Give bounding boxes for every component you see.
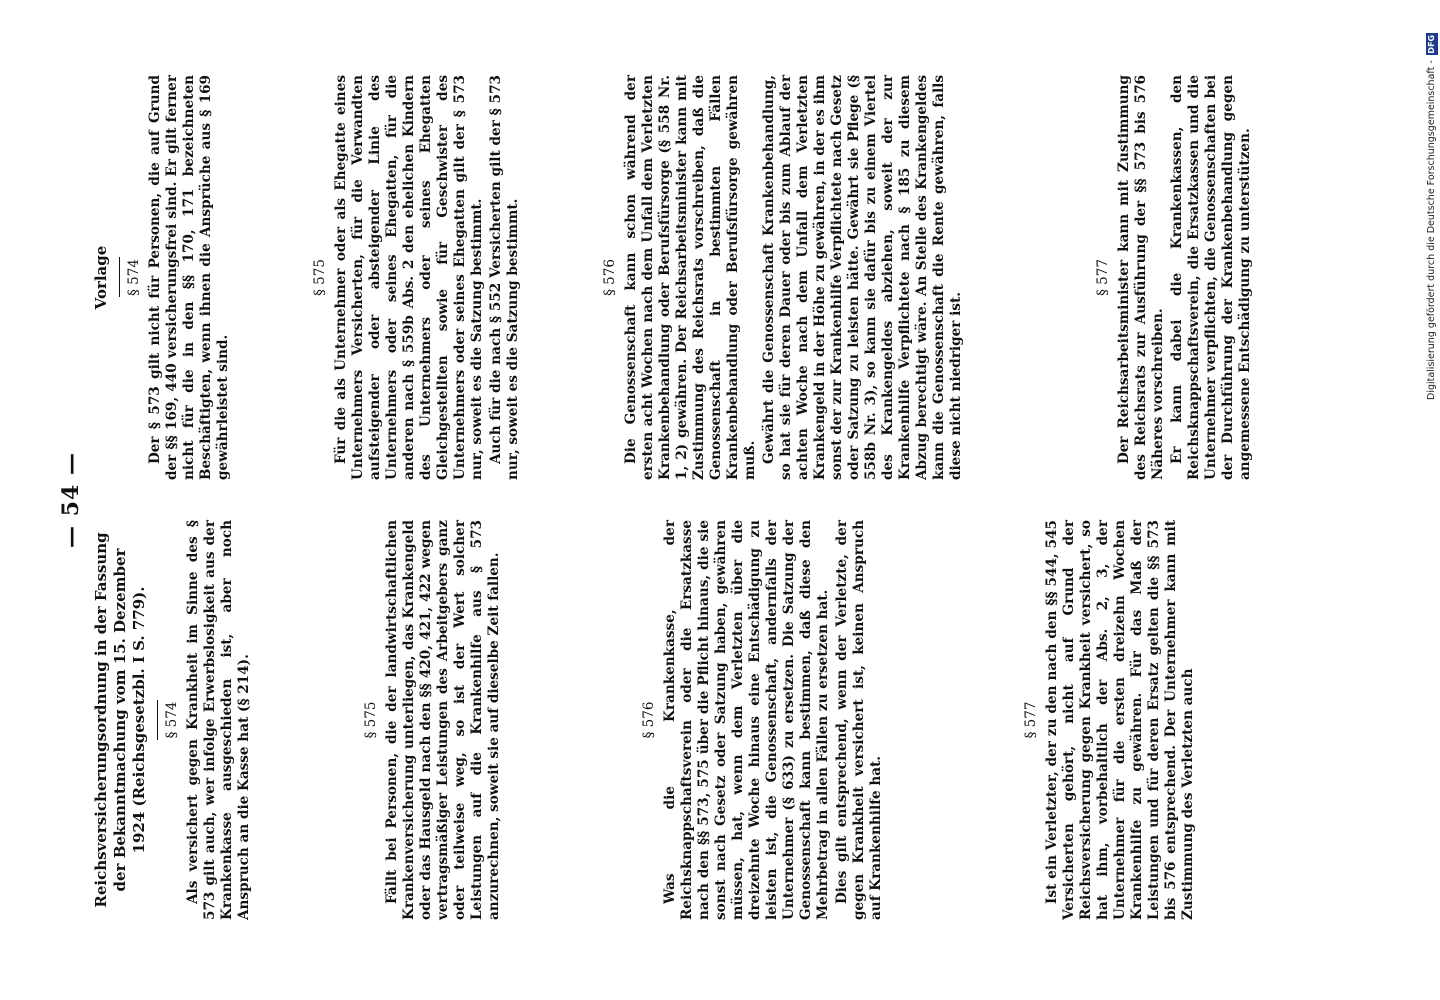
page-number: — 54 — bbox=[58, 452, 84, 548]
section-paragraph: Als versichert gegen Krankheit im Sinne des § 573 gilt auch, wer infolge Erwerbslosigkeit aus der Krankenkasse ausgeschieden ist, aber noch Anspruch an die Kasse hat (§ 214). bbox=[185, 520, 252, 920]
right-column-title: Vorlage bbox=[92, 245, 110, 310]
section-paragraph: Der § 573 gilt nicht für Personen, die auf Grund der §§ 169, 440 versicherungsfrei sind. Er gilt ferner nicht für die in den §§ 170, 171 bezeichneten Beschäftigten, wenn ihnen die Ansprüche aus § 169 gewährleistet sind. bbox=[147, 75, 231, 480]
section-paragraph: Auch für die nach § 552 Versicherten gilt der § 573 nur, soweit es die Satzung bestimmt. bbox=[488, 75, 521, 480]
section-paragraph: Gewährt die Genossenschaft Krankenbehandlung, so hat sie für deren Dauer oder bis zum Ablauf der achten Woche nach dem Unfall dem Verletzten Krankengeld in der Höhe zu gewähren, in der es ihm sonst der zur Krankenhilfe Verpflichtete nach Gesetz oder Satzung zu leisten hätte. Gewährt sie Pflege (§ 558b Nr. 3), so kann sie dafür bis zu einem Viertel des Krankengeldes abziehen, soweit der zur Krankenhilfe Verpflichtete nach § 185 zu diesem Abzug berechtigt wäre. An Stelle des Krankengeldes kann die Genossenschaft die Rente gewähren, falls diese nicht niedriger ist. bbox=[761, 75, 964, 480]
title-rule bbox=[157, 700, 158, 740]
right-section-577 bbox=[1095, 75, 1254, 480]
section-paragraph: Was die Krankenkasse, der Reichsknappschaftsverein oder die Ersatzkasse nach den §§ 573, 575 über die Pflicht hinaus, die sie sonst nach Gesetz oder Satzung haben, gewähren müssen, hat, wenn dem Verletzten über die dreizehnte Woche hinaus eine Entschädigung zu leisten ist, die Genossenschaft, andernfalls der Unternehmer (§ 633) zu ersetzen. Die Satzung der Genossenschaft kann bestimmen, daß diese den Mehrbetrag in allen Fällen zu ersetzen hat. bbox=[662, 520, 831, 920]
left-column-title: Reichsversicherungsordnung in der Fassung der Bekanntmachung vom 15. Dezember 1924 (Reichsgesetzbl. I S. 779). bbox=[92, 532, 148, 908]
section-paragraph: Fällt bei Personen, die der landwirtschaftlichen Krankenversicherung unterliegen, das Krankengeld oder das Hausgeld nach den §§ 420, 421, 422 wegen vertragsmäßiger Leistungen des Arbeitgebers ganz oder teilweise weg, so ist der Wert solcher Leistungen auf die Krankenhilfe aus § 573 anzurechnen, soweit sie auf dieselbe Zeit fallen. bbox=[384, 520, 502, 920]
section-number: § 576 bbox=[641, 701, 657, 739]
section-paragraph: Er kann dabei die Krankenkassen, den Reichsknappschaftsverein, die Ersatzkassen und die Unternehmer verpflichten, die Genossenschaften bei der Durchführung der Krankenbehandlung gegen angemessene Entschädigung zu unterstützen. bbox=[1169, 75, 1253, 480]
left-section-575 bbox=[363, 520, 503, 920]
section-number: § 575 bbox=[312, 259, 328, 296]
right-section-576 bbox=[602, 75, 965, 480]
credit-text: Digitalisierung gefördert durch die Deutsche Forschungsgemeinschaft - bbox=[1426, 60, 1437, 400]
section-paragraph: Der Reichsarbeitsminister kann mit Zustimmung des Reichsrats zur Ausführung der §§ 573 bis 576 Näheres vorschreiben. bbox=[1116, 75, 1166, 480]
section-number: § 577 bbox=[1095, 259, 1111, 296]
section-number: § 576 bbox=[602, 259, 618, 296]
section-number: § 577 bbox=[1023, 701, 1039, 739]
left-section-576 bbox=[641, 520, 885, 920]
left-column-original-law bbox=[92, 520, 1207, 920]
right-section-575 bbox=[312, 75, 522, 480]
section-number: § 574 bbox=[126, 259, 142, 296]
right-column-proposal bbox=[92, 75, 1264, 480]
dfg-logo: DFG bbox=[1426, 34, 1436, 54]
section-paragraph: Die Genossenschaft kann schon während der ersten acht Wochen nach dem Unfall dem Verletzten Krankenbehandlung oder Berufsfürsorge (§ 558 Nr. 1, 2) gewähren. Der Reichsarbeitsminister kann mit Zustimmung des Reichsrats vorschreiben, daß die Genossenschaft in bestimmten Fällen Krankenbehandlung oder Berufsfürsorge gewähren muß. bbox=[623, 75, 758, 480]
title-rule bbox=[119, 258, 120, 298]
section-paragraph: Ist ein Verletzter, der zu den nach den §§ 544, 545 Versicherten gehört, nicht auf Grund der Reichsversicherung gegen Krankheit versichert, so hat ihm, vorbehaltlich der Abs. 2, 3, der Unternehmer für die ersten dreizehn Wochen Krankenhilfe zu gewähren. Für das Maß der Leistungen und für deren Ersatz gelten die §§ 573 bis 576 entsprechend. Der Unternehmer kann mit Zustimmung des Verletzten auch bbox=[1044, 520, 1196, 920]
right-section-574 bbox=[126, 75, 232, 480]
section-number: § 575 bbox=[363, 701, 379, 739]
section-paragraph: Für die als Unternehmer oder als Ehegatte eines Unternehmers Versicherten, für die Verwandten aufsteigender oder absteigender Linie des Unternehmers oder seines Ehegatten, für die anderen nach § 559b Abs. 2 den ehelichen Kindern des Unternehmers oder seines Ehegatten Gleichgestellten sowie für Geschwister des Unternehmers oder seines Ehegatten gilt der § 573 nur, soweit es die Satzung bestimmt. bbox=[333, 75, 485, 480]
digitization-credit bbox=[1424, 0, 1440, 400]
section-paragraph: Dies gilt entsprechend, wenn der Verletzte, der gegen Krankheit versichert ist, keinen Anspruch auf Krankenhilfe hat. bbox=[834, 520, 884, 920]
section-number: § 574 bbox=[164, 701, 180, 739]
left-section-574 bbox=[164, 520, 253, 920]
left-section-577 bbox=[1023, 520, 1197, 920]
